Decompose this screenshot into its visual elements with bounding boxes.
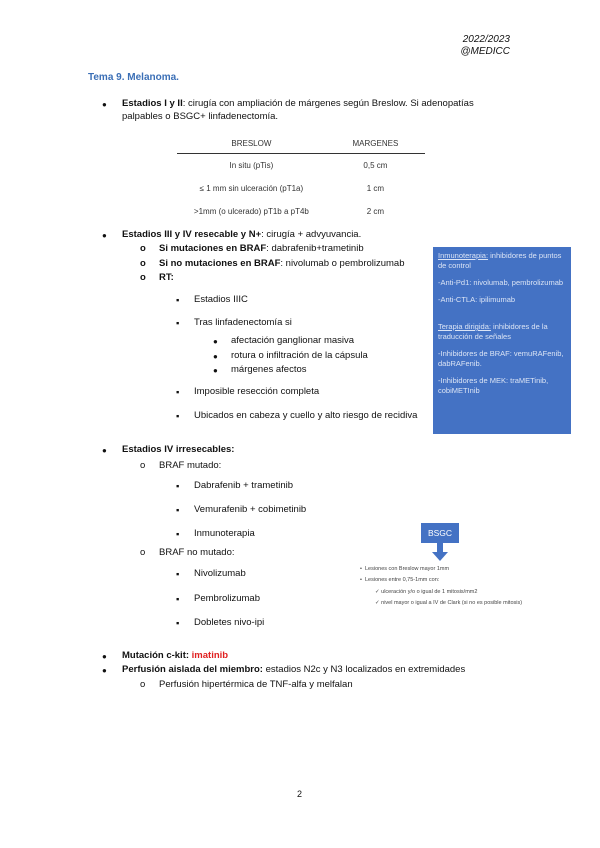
item-estadios-iii-iv: Estadios III y IV resecable y N+: cirugía + advyuvancia. [122,229,362,240]
bullet-dot: ● [213,337,218,346]
item-estadios-i-ii-line2: palpables o BSGC+ linfadenectomía. [122,111,279,122]
treatment-item: Dabrafenib + trametinib [194,480,294,491]
bsgc-box: BSGC [421,523,459,543]
table-header-breslow: BRESLOW [177,134,326,154]
bullet-dot: ● [102,446,107,455]
bsgc-criteria-3: ✓ ulceración y/o o igual de 1 mitosis/mm2 [375,589,478,595]
page-title: Tema 9. Melanoma. [88,72,179,83]
bullet-square: ▪ [176,569,180,580]
bullet-o: o [140,258,146,269]
bullet-square: ▪ [176,318,180,329]
table-header-margenes: MARGENES [326,134,425,154]
down-arrow-icon [432,543,448,561]
breslow-table [177,134,425,223]
treatment-item: Inmunoterapia [194,528,255,539]
braf-mutado: BRAF mutado: [159,460,222,471]
rt-subitem: afectación ganglionar masiva [231,335,355,346]
table-row [177,154,425,178]
rt-subitem: rotura o infiltración de la cápsula [231,350,368,361]
immuno-title: Inmunoterapia: [438,251,489,260]
rt-item: Imposible resección completa [194,386,320,397]
bullet-square: ▪ [176,618,180,629]
bullet-square: ▪ [176,505,180,516]
table-cell: 1 cm [326,177,425,200]
targeted-title: Terapia dirigida: [438,322,491,331]
bullet-square: ▪ [176,594,180,605]
braf-no-mutado: BRAF no mutado: [159,547,235,558]
table-cell: In situ (pTis) [229,161,274,170]
bullet-square: ▪ [176,295,180,306]
table-cell: >1mm (o ulcerado) pT1b a pT4b [193,207,309,216]
item-perfusion: Perfusión aislada del miembro: estadios N2c y N3 localizados en extremidades [122,664,466,675]
anti-ctla: -Anti-CTLA: ipilimumab [438,295,516,304]
bsgc-criteria-2: • Lesiones entre 0,75-1mm con: [360,577,440,583]
table-row [177,177,425,200]
table-cell: 2 cm [366,207,385,216]
targeted-desc: inhibidores de la traducción de señales [438,322,548,341]
header-year: 2022/2023 [462,34,510,45]
treatment-item: Nivolizumab [194,568,246,579]
header-handle: @MEDICC [460,46,510,57]
bullet-o: o [140,460,146,471]
treatment-item: Dobletes nivo-ipi [194,617,265,628]
perfusion-sub: Perfusión hipertérmica de TNF-alfa y melfalan [159,679,353,690]
bsgc-criteria-4: ✓ nivel mayor o igual a IV de Clark (si no es posible mitosis) [375,600,523,606]
bullet-dot: ● [213,352,218,361]
bullet-o: o [140,243,146,254]
table-cell: ≤ 1 mm sin ulceración (pT1a) [177,177,326,200]
mek-inhibitors: -Inhibidores de MEK: traMETinib, cobiMETInib [438,376,549,395]
treatment-item: Pembrolizumab [194,593,260,604]
bullet-dot: ● [213,366,218,375]
bullet-dot: ● [102,231,107,240]
bullet-dot: ● [102,666,107,675]
immuno-desc: inhibidores de puntos de control [438,251,562,270]
braf-inhibitors: -Inhibidores de BRAF: vemuRAFenib, dabRAFenib. [438,349,564,368]
bullet-dot: ● [102,100,107,109]
bullet-square: ▪ [176,529,180,540]
rt-item: Ubicados en cabeza y cuello y alto riesgo de recidiva [194,410,418,421]
bullet-dot: ● [102,652,107,661]
item-estadios-i-ii: Estadios I y II: cirugía con ampliación de márgenes según Breslow. Si adenopatías [122,98,474,109]
rt-subitem: márgenes afectos [231,364,307,375]
bullet-o: o [140,679,146,690]
table-row [177,200,425,223]
anti-pd1: -Anti-Pd1: nivolumab, pembrolizumab [438,278,564,287]
bullet-square: ▪ [176,387,180,398]
rt-item: Estadios IIIC [194,294,248,305]
braf-nomut-line: Si no mutaciones en BRAF: nivolumab o pembrolizumab [159,258,405,269]
item-estadios-iv-irresecables: Estadios IV irresecables: [122,444,235,455]
rt-item: Tras linfadenectomía si [194,317,292,328]
rt-label: RT: [159,272,174,283]
item-c-kit: Mutación c-kit: imatinib [122,650,229,661]
braf-mut-line: Si mutaciones en BRAF: dabrafenib+trametinib [159,243,364,254]
table-cell: 0,5 cm [363,161,388,170]
therapy-note-box [433,247,571,434]
bullet-o: o [140,272,146,283]
bullet-o: o [140,547,146,558]
bsgc-criteria-1: • Lesiones con Breslow mayor 1mm [360,566,450,572]
page-number: 2 [297,789,303,799]
bullet-square: ▪ [176,481,180,492]
treatment-item: Vemurafenib + cobimetinib [194,504,307,515]
bullet-square: ▪ [176,411,180,422]
